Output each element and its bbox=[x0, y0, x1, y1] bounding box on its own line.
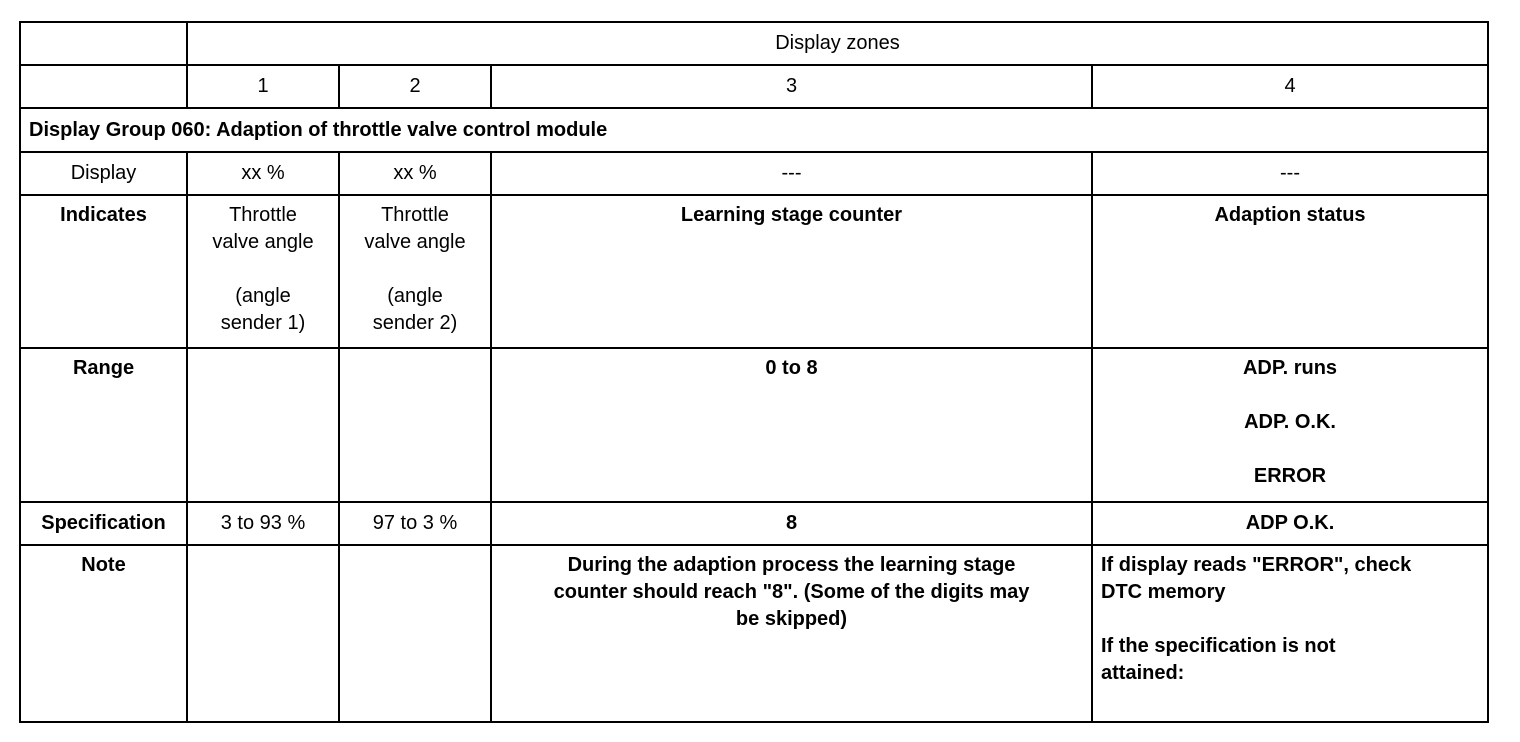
range-zone-1 bbox=[187, 348, 339, 502]
specification-zone-1: 3 to 93 % bbox=[187, 502, 339, 545]
indicates-zone-1-line: valve angle bbox=[212, 231, 314, 253]
specification-zone-2: 97 to 3 % bbox=[339, 502, 491, 545]
range-zone-3: 0 to 8 bbox=[491, 348, 1092, 502]
indicates-row-label: Indicates bbox=[20, 195, 187, 348]
indicates-zone-2-line: (angle bbox=[387, 285, 443, 307]
zone-number-1: 1 bbox=[187, 65, 339, 108]
zone-number-2: 2 bbox=[339, 65, 491, 108]
note-zone-2 bbox=[339, 545, 491, 722]
table-header-row bbox=[20, 22, 1488, 65]
zone-number-corner-cell bbox=[20, 65, 187, 108]
group-title: Display Group 060: Adaption of throttle valve control module bbox=[20, 108, 1488, 152]
zone-number-row bbox=[20, 65, 1488, 108]
range-value: ERROR bbox=[1253, 465, 1327, 487]
indicates-zone-1-line: sender 1) bbox=[220, 312, 306, 334]
note-zone-3 bbox=[491, 545, 1092, 722]
note-zone-1 bbox=[187, 545, 339, 722]
indicates-zone-2-line: sender 2) bbox=[372, 312, 458, 334]
zone-number-4: 4 bbox=[1092, 65, 1488, 108]
range-value: ADP. runs bbox=[1242, 357, 1338, 379]
display-zone-2: xx % bbox=[339, 152, 491, 195]
specification-zone-4: ADP O.K. bbox=[1092, 502, 1488, 545]
range-zone-4 bbox=[1092, 348, 1488, 502]
note-zone-4 bbox=[1092, 545, 1488, 722]
indicates-zone-1 bbox=[187, 195, 339, 348]
display-row-label: Display bbox=[20, 152, 187, 195]
note-line: If display reads "ERROR", check bbox=[1101, 554, 1412, 576]
display-row bbox=[20, 152, 1488, 195]
specification-row bbox=[20, 502, 1488, 545]
note-line: DTC memory bbox=[1101, 581, 1226, 603]
note-line: If the specification is not bbox=[1101, 635, 1336, 657]
range-row-label: Range bbox=[20, 348, 187, 502]
specification-zone-3: 8 bbox=[491, 502, 1092, 545]
display-zone-4: --- bbox=[1092, 152, 1488, 195]
note-line: During the adaption process the learning stage bbox=[567, 554, 1016, 576]
note-line: attained: bbox=[1101, 662, 1185, 684]
note-line: counter should reach "8". (Some of the digits may bbox=[553, 581, 1030, 603]
indicates-zone-3: Learning stage counter bbox=[491, 195, 1092, 348]
range-row bbox=[20, 348, 1488, 502]
note-line: be skipped) bbox=[735, 608, 848, 630]
indicates-row bbox=[20, 195, 1488, 348]
display-zone-3: --- bbox=[491, 152, 1092, 195]
indicates-zone-1-line: (angle bbox=[235, 285, 291, 307]
note-row-label: Note bbox=[20, 545, 187, 722]
indicates-zone-2-line: Throttle bbox=[381, 204, 449, 226]
display-group-table bbox=[19, 21, 1489, 723]
zone-number-3: 3 bbox=[491, 65, 1092, 108]
display-zone-1: xx % bbox=[187, 152, 339, 195]
header-corner-cell bbox=[20, 22, 187, 65]
group-title-row bbox=[20, 108, 1488, 152]
indicates-zone-1-line: Throttle bbox=[229, 204, 297, 226]
display-zones-header: Display zones bbox=[187, 22, 1488, 65]
specification-row-label: Specification bbox=[20, 502, 187, 545]
indicates-zone-2-line: valve angle bbox=[364, 231, 466, 253]
range-value: ADP. O.K. bbox=[1244, 411, 1336, 433]
indicates-zone-2 bbox=[339, 195, 491, 348]
note-row bbox=[20, 545, 1488, 722]
indicates-zone-4: Adaption status bbox=[1092, 195, 1488, 348]
range-zone-2 bbox=[339, 348, 491, 502]
